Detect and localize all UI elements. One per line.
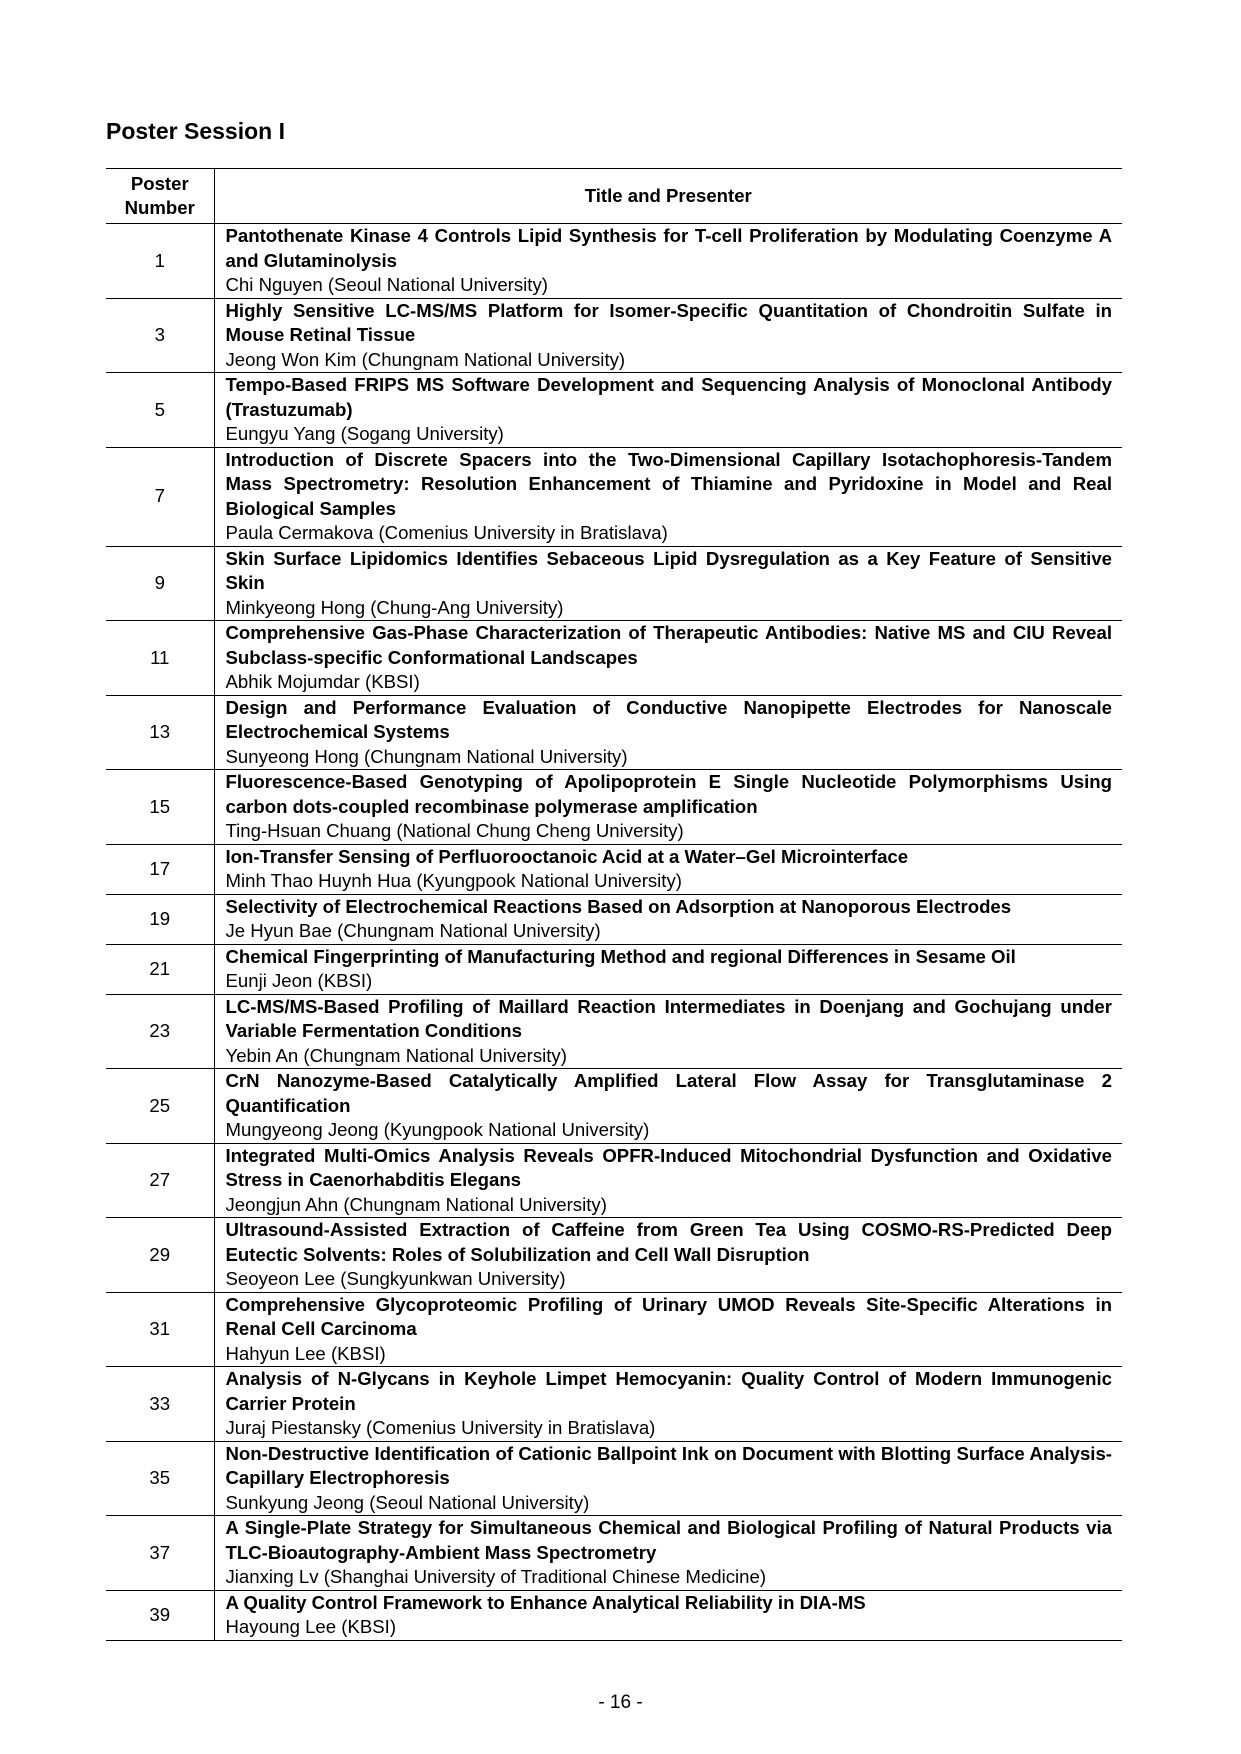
poster-number: 11 <box>106 621 214 696</box>
poster-presenter: Eunji Jeon (KBSI) <box>225 970 373 991</box>
table-row <box>106 224 1122 299</box>
poster-title: A Single-Plate Strategy for Simultaneous Chemical and Biological Profiling of Natural Products via TLC-Bioautography-Ambient Mass Spectrometry <box>225 1517 1112 1563</box>
poster-presenter: Je Hyun Bae (Chungnam National University) <box>225 920 601 941</box>
poster-entry <box>214 944 1122 994</box>
poster-number: 31 <box>106 1292 214 1367</box>
poster-entry <box>214 695 1122 770</box>
poster-entry <box>214 894 1122 944</box>
table-row <box>106 944 1122 994</box>
poster-number: 5 <box>106 373 214 448</box>
column-header-number-line2: Number <box>124 197 195 218</box>
poster-presenter: Jianxing Lv (Shanghai University of Traditional Chinese Medicine) <box>225 1566 767 1587</box>
poster-title: Comprehensive Glycoproteomic Profiling of Urinary UMOD Reveals Site-Specific Alterations in Renal Cell Carcinoma <box>225 1293 1112 1339</box>
poster-presenter: Hayoung Lee (KBSI) <box>225 1616 397 1637</box>
poster-presenter: Chi Nguyen (Seoul National University) <box>225 274 548 295</box>
poster-number: 25 <box>106 1069 214 1144</box>
poster-presenter: Juraj Piestansky (Comenius University in Bratislava) <box>225 1417 656 1438</box>
poster-title: Chemical Fingerprinting of Manufacturing Method and regional Differences in Sesame Oil <box>225 945 1016 967</box>
table-header-row <box>106 169 1122 224</box>
page-number: - 16 - <box>598 1692 643 1713</box>
poster-title: Selectivity of Electrochemical Reactions Based on Adsorption at Nanoporous Electrodes <box>225 895 1012 917</box>
poster-title: Tempo-Based FRIPS MS Software Development and Sequencing Analysis of Monoclonal Antibody (Trastuzumab) <box>225 374 1112 420</box>
table-row <box>106 298 1122 373</box>
poster-presenter: Minkyeong Hong (Chung-Ang University) <box>225 596 564 618</box>
poster-presenter: Minh Thao Huynh Hua (Kyungpook National University) <box>225 870 682 891</box>
poster-table <box>106 168 1122 1641</box>
poster-title: Introduction of Discrete Spacers into the Two-Dimensional Capillary Isotachophoresis-Tandem Mass Spectrometry: Resolution Enhancement of Thiamine and Pyridoxine in Model and Real Biological Samples <box>225 448 1112 519</box>
table-row <box>106 844 1122 894</box>
poster-presenter: Jeongjun Ahn (Chungnam National University) <box>225 1193 607 1215</box>
poster-presenter: Ting-Hsuan Chuang (National Chung Cheng University) <box>225 820 684 841</box>
poster-presenter: Yebin An (Chungnam National University) <box>225 1044 567 1066</box>
column-header-poster-number <box>106 169 214 224</box>
poster-title: Non-Destructive Identification of Cationic Ballpoint Ink on Document with Blotting Surface Analysis-Capillary Electrophoresis <box>225 1442 1112 1488</box>
poster-entry <box>214 1218 1122 1293</box>
poster-presenter: Abhik Mojumdar (KBSI) <box>225 671 420 692</box>
poster-number: 29 <box>106 1218 214 1293</box>
poster-entry <box>214 224 1122 299</box>
poster-entry <box>214 770 1122 845</box>
poster-presenter: Sunyeong Hong (Chungnam National University) <box>225 745 628 767</box>
poster-entry <box>214 1441 1122 1516</box>
poster-title: Fluorescence-Based Genotyping of Apolipoprotein E Single Nucleotide Polymorphisms Using carbon dots-coupled recombinase polymerase amplification <box>225 771 1112 817</box>
poster-number: 27 <box>106 1143 214 1218</box>
poster-number: 39 <box>106 1590 214 1640</box>
table-row <box>106 695 1122 770</box>
poster-title: Ultrasound-Assisted Extraction of Caffeine from Green Tea Using COSMO-RS-Predicted Deep Eutectic Solvents: Roles of Solubilization and Cell Wall Disruption <box>225 1219 1112 1265</box>
poster-entry <box>214 994 1122 1069</box>
poster-number: 17 <box>106 844 214 894</box>
poster-number: 13 <box>106 695 214 770</box>
poster-number: 33 <box>106 1367 214 1442</box>
poster-entry <box>214 298 1122 373</box>
poster-entry <box>214 1292 1122 1367</box>
table-row <box>106 770 1122 845</box>
table-row <box>106 1143 1122 1218</box>
poster-title: LC-MS/MS-Based Profiling of Maillard Reaction Intermediates in Doenjang and Gochujang under Variable Fermentation Conditions <box>225 995 1112 1041</box>
poster-presenter: Seoyeon Lee (Sungkyunkwan University) <box>225 1268 566 1289</box>
poster-title: Highly Sensitive LC-MS/MS Platform for Isomer-Specific Quantitation of Chondroitin Sulfate in Mouse Retinal Tissue <box>225 299 1112 345</box>
poster-number: 1 <box>106 224 214 299</box>
poster-title: A Quality Control Framework to Enhance Analytical Reliability in DIA-MS <box>225 1591 866 1613</box>
poster-title: Design and Performance Evaluation of Conductive Nanopipette Electrodes for Nanoscale Electrochemical Systems <box>225 696 1112 742</box>
table-row <box>106 447 1122 546</box>
poster-number: 15 <box>106 770 214 845</box>
poster-title: Comprehensive Gas-Phase Characterization of Therapeutic Antibodies: Native MS and CIU Reveal Subclass-specific Conformational Landscapes <box>225 622 1112 668</box>
page-title: Poster Session I <box>106 118 285 144</box>
poster-entry <box>214 1367 1122 1442</box>
table-body <box>106 224 1122 1641</box>
poster-number: 9 <box>106 546 214 621</box>
table-row <box>106 994 1122 1069</box>
poster-entry <box>214 373 1122 448</box>
poster-entry <box>214 1143 1122 1218</box>
poster-entry <box>214 1069 1122 1144</box>
poster-number: 23 <box>106 994 214 1069</box>
table-row <box>106 1218 1122 1293</box>
table-row <box>106 1292 1122 1367</box>
table-row <box>106 1069 1122 1144</box>
poster-entry <box>214 844 1122 894</box>
poster-entry <box>214 1516 1122 1591</box>
table-row <box>106 1590 1122 1640</box>
poster-presenter: Hahyun Lee (KBSI) <box>225 1342 386 1364</box>
poster-entry <box>214 621 1122 696</box>
table-row <box>106 894 1122 944</box>
poster-presenter: Sunkyung Jeong (Seoul National University) <box>225 1491 590 1513</box>
poster-title: CrN Nanozyme-Based Catalytically Amplified Lateral Flow Assay for Transglutaminase 2 Quantification <box>225 1070 1112 1116</box>
column-header-number-line1: Poster <box>130 173 189 194</box>
poster-title: Skin Surface Lipidomics Identifies Sebaceous Lipid Dysregulation as a Key Feature of Sensitive Skin <box>225 547 1112 593</box>
poster-number: 7 <box>106 447 214 546</box>
poster-title: Ion-Transfer Sensing of Perfluorooctanoic Acid at a Water–Gel Microinterface <box>225 845 909 867</box>
column-header-title-presenter: Title and Presenter <box>214 169 1122 224</box>
table-row <box>106 621 1122 696</box>
poster-number: 37 <box>106 1516 214 1591</box>
poster-presenter: Eungyu Yang (Sogang University) <box>225 423 504 444</box>
poster-number: 21 <box>106 944 214 994</box>
poster-presenter: Paula Cermakova (Comenius University in Bratislava) <box>225 522 668 543</box>
poster-presenter: Jeong Won Kim (Chungnam National University) <box>225 348 626 370</box>
table-row <box>106 1441 1122 1516</box>
table-row <box>106 546 1122 621</box>
poster-title: Pantothenate Kinase 4 Controls Lipid Synthesis for T-cell Proliferation by Modulating Coenzyme A and Glutaminolysis <box>225 225 1112 271</box>
poster-entry <box>214 1590 1122 1640</box>
poster-entry <box>214 447 1122 546</box>
poster-presenter: Mungyeong Jeong (Kyungpook National University) <box>225 1119 650 1140</box>
poster-title: Analysis of N-Glycans in Keyhole Limpet Hemocyanin: Quality Control of Modern Immunogenic Carrier Protein <box>225 1368 1112 1414</box>
table-row <box>106 373 1122 448</box>
poster-number: 35 <box>106 1441 214 1516</box>
poster-number: 3 <box>106 298 214 373</box>
poster-entry <box>214 546 1122 621</box>
table-row <box>106 1516 1122 1591</box>
table-row <box>106 1367 1122 1442</box>
poster-number: 19 <box>106 894 214 944</box>
poster-title: Integrated Multi-Omics Analysis Reveals OPFR-Induced Mitochondrial Dysfunction and Oxidative Stress in Caenorhabditis Elegans <box>225 1144 1112 1190</box>
